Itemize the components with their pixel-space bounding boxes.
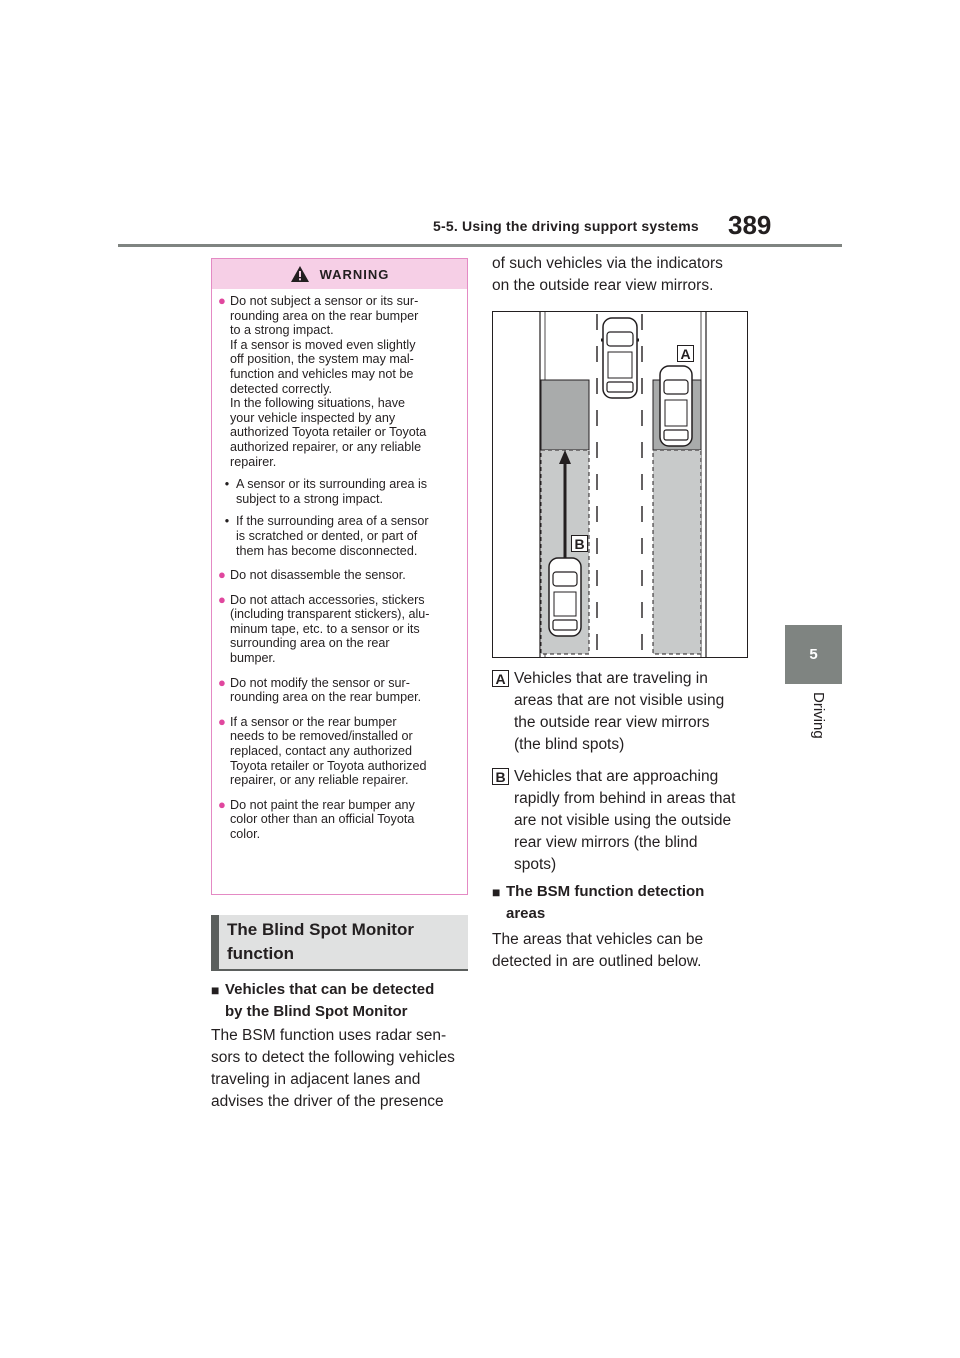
subsection-heading-text: Vehicles that can be detected by the Blind Spot Monitor [225,981,435,1020]
section-title: 5-5. Using the driving support systems [433,218,699,234]
warning-item-text: If a sensor or the rear bumper needs to be removed/installed or replaced, contact any authorized Toyota retailer or Toyota authorized repairer, or any reliable repairer. [230,714,427,788]
warning-subitem-text: If the surrounding area of a sensor is scratched or dented, or part of them has become disconnected. [236,514,429,558]
sub-bullet-icon: • [224,477,230,492]
warning-item-text: Do not attach accessories, stickers (including transparent stickers), alu- minum tape, etc. to a sensor or its surrounding area on the rear bumper. [230,592,430,666]
warning-item-text: Do not disassemble the sensor. [230,568,406,583]
warning-title: WARNING [319,266,390,282]
bsm-diagram [492,311,748,658]
subsection-heading-2 [492,881,752,925]
chapter-number: 5 [809,646,818,663]
body-paragraph: The BSM function uses radar sen- sors to detect the following vehicles traveling in adjacent lanes and advises the driver of the presence [211,1027,455,1110]
warning-body [212,289,467,842]
warning-subitem-text: A sensor or its surrounding area is subject to a strong impact. [236,477,428,506]
chapter-label-text: Driving [810,692,827,739]
page-number: 389 [728,210,772,240]
approach-zone-right [653,450,701,654]
road-diagram-svg [493,312,747,657]
bullet-dot-icon: ● [218,713,226,729]
warning-item-text: Do not subject a sensor or its sur- rounding area on the rear bumper to a strong impact. If a sensor is moved even slightly off position, the system may mal- function and vehicles may not be detected correctly. In the following situations, have your vehicle inspected by any authorized Toyota retailer or Toyota authorized repairer, or any reliable repairer. [230,294,427,469]
diagram-label-a: A [677,345,694,362]
warning-item [218,568,459,583]
bullet-dot-icon: ● [218,591,226,607]
header-rule [118,244,842,247]
warning-subitem [218,477,459,506]
definition-label-b: B [492,768,509,785]
warning-item [218,593,459,666]
bullet-dot-icon: ● [218,567,226,583]
warning-triangle-icon [290,265,310,283]
vehicle-a-icon [660,366,692,446]
bullet-dot-icon: ● [218,293,226,308]
definition-label-a: A [492,670,509,687]
warning-header [212,259,467,289]
blind-spot-zone-left [541,380,589,450]
warning-item [218,715,459,788]
warning-item [218,676,459,705]
body-paragraph-continued: of such vehicles via the indicators on the outside rear view mirrors. [492,255,723,294]
warning-item-text: Do not modify the sensor or sur- rounding area on the rear bumper. [230,675,422,705]
vehicle-b-icon [549,558,581,636]
body-paragraph-2: The areas that vehicles can be detected in are outlined below. [492,931,704,970]
chapter-label [800,692,840,752]
warning-box [211,258,468,895]
warning-item [218,798,459,842]
warning-subitem [218,514,459,558]
sub-bullet-icon: • [224,514,230,529]
subsection-heading-2-text: The BSM function detection areas [506,883,705,922]
own-vehicle-icon [601,318,639,398]
bullet-dot-icon: ● [218,674,226,690]
bullet-dot-icon: ● [218,796,226,812]
subsection-heading [211,979,471,1023]
definition-text-a: Vehicles that are traveling in areas that are not visible using the outside rear view mirrors (the blind spots) [514,670,725,753]
diagram-label-b: B [571,535,588,552]
chapter-tab [785,625,842,684]
square-bullet-icon: ■ [211,982,220,998]
warning-item-text: Do not paint the rear bumper any color other than an official Toyota color. [230,797,415,841]
square-bullet-icon: ■ [492,884,501,900]
section-heading: The Blind Spot Monitor function [211,915,468,971]
warning-item [218,294,459,469]
definition-text-b: Vehicles that are approaching rapidly from behind in areas that are not visible using the outside rear view mirrors (the blind spots) [514,768,736,873]
